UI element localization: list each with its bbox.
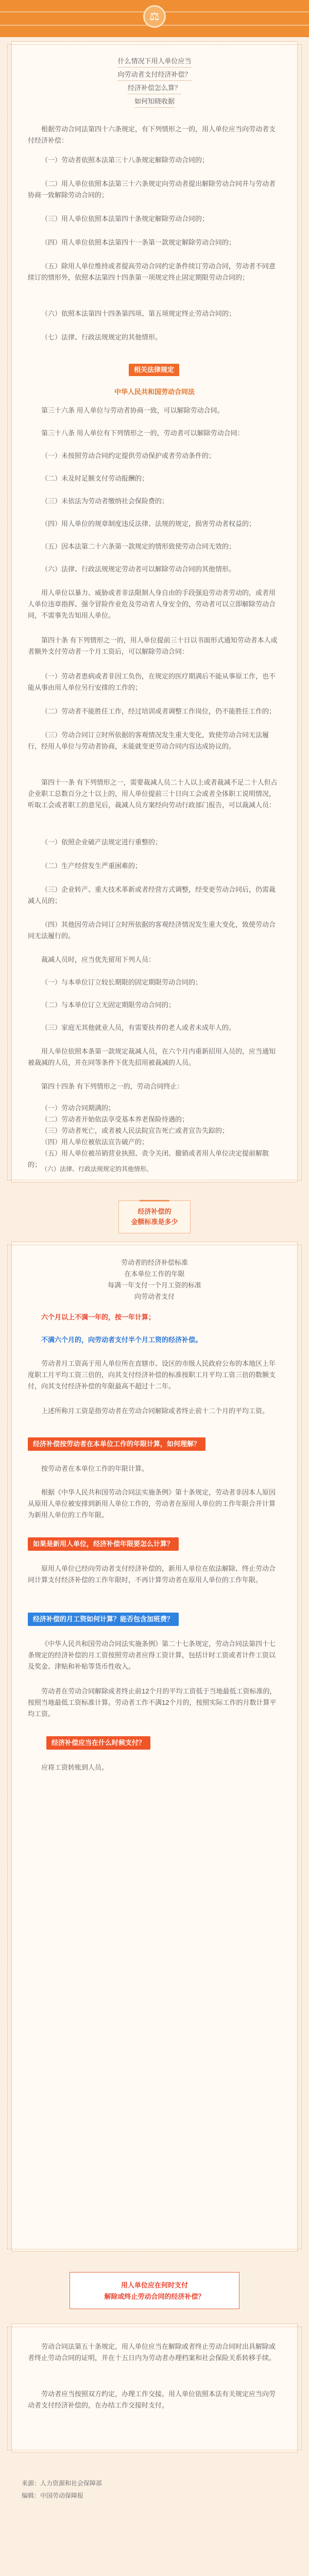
question-band: 经济补偿按劳动者在本单位工作的年限计算，如何理解？ <box>28 1437 205 1451</box>
highlight-text: 六个月以上不满一年的，按一年计算； <box>41 1313 156 1321</box>
list-item: （一）未按照劳动合同约定提供劳动保护或者劳动条件的； <box>41 452 216 460</box>
badge-bar <box>140 1200 169 1201</box>
list-item: （一）与本单位订立较长期限的固定期限劳动合同的； <box>41 978 202 986</box>
list-item: （六）法律、行政法规规定的其他情形。 <box>41 1165 153 1173</box>
law-tag: 相关法律规定 <box>129 364 179 376</box>
footer-source: 来源：人力资源和社会保障部 <box>22 2480 102 2487</box>
list-item: （四）用人单位的规章制度违反法律、法规的规定，损害劳动者权益的； <box>41 520 256 528</box>
footer-editor: 编辑：中国劳动保障报 <box>22 2492 84 2499</box>
question-band: 经济补偿应当在什么时候支付？ <box>46 1736 150 1750</box>
list-item: （一）劳动者患病或者非因工负伤，在规定的医疗期满后不能从事原工作，也不能从事由用人单位另行安排的工作的； <box>28 672 276 691</box>
lead-line: 在本单位工作的年限 <box>124 1270 185 1278</box>
badge-line: 经济补偿的 <box>138 1208 171 1215</box>
list-item: （四）用人单位依照本法第四十一条第一款规定解除劳动合同的； <box>41 239 236 246</box>
intro-question-text: 经济补偿怎么算？ <box>128 82 181 94</box>
paragraph: 劳动合同法第五十条规定，用人单位应当在解除或者终止劳动合同时出具解除或者终止劳动合同的证明，并在十五日内为劳动者办理档案和社会保险关系转移手续。 <box>28 2343 276 2362</box>
paragraph: 劳动者在劳动合同解除或者终止前12个月的平均工资低于当地最低工资标准的，按照当地最低工资标准计算。劳动者工作不满12个月的，按照实际工作的月数计算平均工资。 <box>28 1687 277 1718</box>
intro-question-text: 向劳动者支付经济补偿？ <box>117 69 191 81</box>
final-question-line: 用人单位应在何时支付 <box>121 2281 188 2289</box>
list-item: （六）依照本法第四十四条第四项、第五项规定终止劳动合同的； <box>41 310 236 317</box>
list-item: （二）劳动者开始依法享受基本养老保险待遇的； <box>41 1115 189 1123</box>
section-badge <box>118 1200 191 1233</box>
list-item: （二）劳动者不能胜任工作，经过培训或者调整工作岗位，仍不能胜任工作的； <box>41 707 276 715</box>
list-item: （五）因本法第二十六条第一款规定的情形致使劳动合同无效的； <box>41 543 236 550</box>
paragraph: 按劳动者在本单位工作的年限计算。 <box>41 1465 149 1472</box>
question-band: 如果是新用人单位，经济补偿年限要怎么计算？ <box>28 1537 179 1551</box>
list-item: （一）劳动合同期满的； <box>41 1104 115 1112</box>
lead-line: 向劳动者支付 <box>134 1293 175 1300</box>
badge-line: 金额标准是多少 <box>131 1218 178 1226</box>
intro-question <box>0 96 309 108</box>
list-item: （二）与本单位订立无固定期限劳动合同的； <box>41 1001 176 1009</box>
list-item: （三）企业转产、重大技术革新或者经营方式调整，经变更劳动合同后，仍需裁减人员的； <box>28 886 276 905</box>
list-item: （六）法律、行政法规规定劳动者可以解除劳动合同的其他情形。 <box>41 565 236 573</box>
list-item: （三）劳动合同订立时所依据的客观情况发生重大变化，致使劳动合同无法履行，经用人单位与劳动者协商，未能就变更劳动合同内容达成协议的。 <box>28 731 269 750</box>
paragraph: 第四十一条 有下列情形之一，需要裁减人员二十人以上或者裁减不足二十人但占企业职工总数百分之十以上的，用人单位提前三十日向工会或者全体职工说明情况，听取工会或者职工的意见后，裁减人员方案经向劳动行政部门报告，可以裁减人员： <box>28 778 278 809</box>
list-item: （一）劳动者依照本法第三十八条规定解除劳动合同的； <box>41 156 209 164</box>
intro-question <box>0 69 309 81</box>
paragraph: 应将工资转账到人员。 <box>41 1764 109 1771</box>
list-item: （一）依照企业破产法规定进行重整的； <box>41 838 162 846</box>
paragraph: 第三十八条 用人单位有下列情形之一的，劳动者可以解除劳动合同： <box>41 429 244 437</box>
emblem-icon: ⚖ <box>143 5 166 28</box>
paragraph: 劳动者月工资高于用人单位所在直辖市、设区的市级人民政府公布的本地区上年度职工月平均工资三倍的，向其支付经济补偿的标准按职工月平均工资三倍的数额支付，向其支付经济补偿的年限最高不超过十二年。 <box>28 1360 276 1390</box>
list-item: （二）未及时足额支付劳动报酬的； <box>41 474 149 482</box>
list-item: （七）法律、行政法规规定的其他情形。 <box>41 333 162 341</box>
intro-question-text: 什么情况下用人单位应当 <box>117 56 191 67</box>
paragraph: 根据《中华人民共和国劳动合同法实施条例》第十条规定，劳动者非因本人原因从原用人单位被安排到新用人单位工作的，劳动者在原用人单位的工作年限合并计算为新用人单位的工作年限。 <box>28 1488 276 1519</box>
paragraph: 第三十六条 用人单位与劳动者协商一致，可以解除劳动合同。 <box>41 406 224 414</box>
question-band: 经济补偿的月工资如何计算？能否包含加班费？ <box>28 1613 179 1626</box>
list-item: （四）用人单位被依法宣告破产的； <box>41 1138 149 1146</box>
list-item: （三）家庭无其他就业人员，有需要扶养的老人或者未成年人的。 <box>41 1024 236 1031</box>
highlight-text: 不满六个月的，向劳动者支付半个月工资的经济补偿。 <box>41 1336 202 1344</box>
paragraph: 《中华人民共和国劳动合同法实施条例》第二十七条规定，劳动合同法第四十七条规定的经济补偿的月工资按照劳动者应得工资计算，包括计时工资或者计件工资以及奖金、津贴和补贴等货币性收入。 <box>28 1640 276 1670</box>
paragraph: 原用人单位已经向劳动者支付经济补偿的，新用人单位在依法解除、终止劳动合同计算支付经济补偿的工作年限时，不再计算劳动者在原用人单位的工作年限。 <box>28 1565 276 1584</box>
lead-line: 劳动者的经济补偿标准 <box>121 1259 188 1266</box>
paragraph: 第四十四条 有下列情形之一的，劳动合同终止： <box>41 1082 184 1090</box>
list-item: （三）未依法为劳动者缴纳社会保险费的； <box>41 497 169 505</box>
law-title: 中华人民共和国劳动合同法 <box>114 388 195 396</box>
list-item: （二）生产经营发生严重困难的； <box>41 862 142 870</box>
intro-question <box>0 82 309 94</box>
paragraph: 用人单位以暴力、威胁或者非法限制人身自由的手段强迫劳动者劳动的，或者用人单位违章指挥、强令冒险作业危及劳动者人身安全的，劳动者可以立即解除劳动合同，不需事先告知用人单位。 <box>28 589 276 619</box>
list-item: （二）用人单位依照本法第三十六条规定向劳动者提出解除劳动合同并与劳动者协商一致解除劳动合同的； <box>28 180 276 199</box>
list-item: （三）用人单位依照本法第四十条规定解除劳动合同的； <box>41 215 209 223</box>
intro-question <box>0 56 309 67</box>
final-question-line: 解除或终止劳动合同的经济补偿？ <box>104 2293 205 2300</box>
paragraph: 用人单位依照本条第一款规定裁减人员，在六个月内重新招用人员的，应当通知被裁减的人员，并在同等条件下优先招用被裁减的人员。 <box>28 1047 276 1066</box>
paragraph: 劳动者应当按照双方约定，办理工作交接。用人单位依照本法有关规定应当向劳动者支付经济补偿的，在办结工作交接时支付。 <box>28 2390 276 2409</box>
paragraph: 裁减人员时，应当优先留用下列人员： <box>41 956 156 963</box>
list-item: （五）除用人单位维持或者提高劳动合同约定条件续订劳动合同，劳动者不同意续订的情形外，依照本法第四十四条第一项规定终止固定期限劳动合同的； <box>28 262 276 281</box>
final-question-box <box>70 2272 239 2309</box>
list-item: （四）其他因劳动合同订立时所依据的客观经济情况发生重大变化，致使劳动合同无法履行的。 <box>28 921 276 940</box>
lead-line: 每满一年支付一个月工资的标准 <box>107 1281 201 1289</box>
list-item: （五）用人单位被吊销营业执照、责令关闭、撤销或者用人单位决定提前解散的； <box>28 1149 269 1168</box>
paragraph: 根据劳动合同法第四十六条规定，有下列情形之一的，用人单位应当向劳动者支付经济补偿： <box>28 125 276 144</box>
list-item: （三）劳动者死亡，或者被人民法院宣告死亡或者宣告失踪的； <box>41 1127 229 1134</box>
paragraph: 第四十条 有下列情形之一的，用人单位提前三十日以书面形式通知劳动者本人或者额外支付劳动者一个月工资后，可以解除劳动合同： <box>28 636 278 655</box>
paragraph: 上述所称月工资是指劳动者在劳动合同解除或者终止前十二个月的平均工资。 <box>41 1407 269 1415</box>
intro-question-text: 如何知晓收据 <box>134 96 175 108</box>
